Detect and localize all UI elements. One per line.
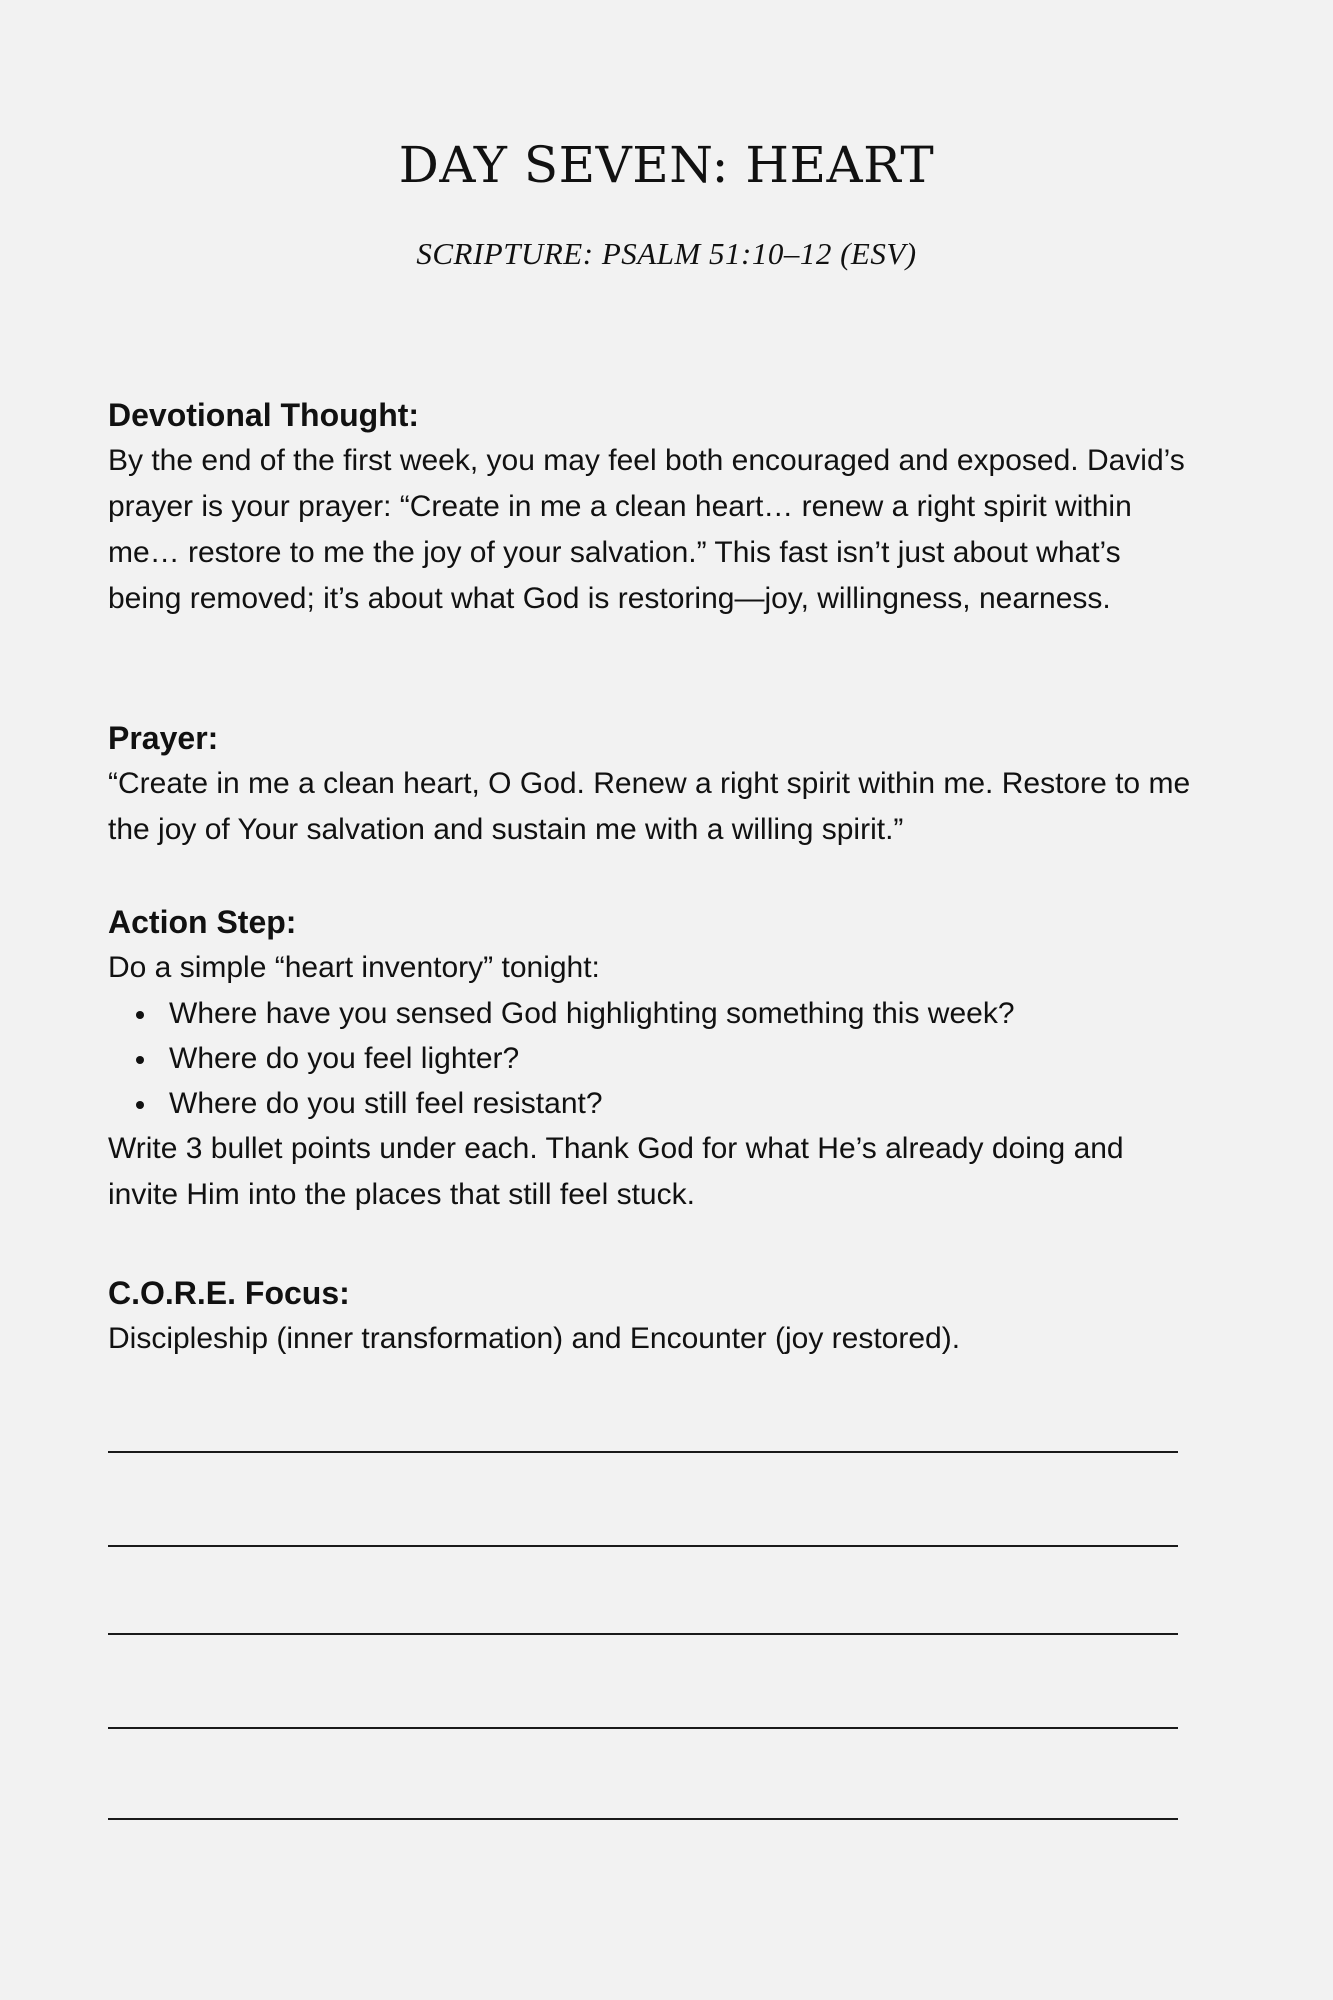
writing-line[interactable] <box>108 1818 1178 1820</box>
bullet-icon <box>136 1101 144 1109</box>
writing-line[interactable] <box>108 1545 1178 1547</box>
writing-line[interactable] <box>108 1451 1178 1453</box>
list-item <box>108 1081 1198 1126</box>
action-step-heading: Action Step: <box>108 904 297 940</box>
core-focus-body: Discipleship (inner transformation) and Encounter (joy restored). <box>108 1322 961 1355</box>
action-step-list <box>108 991 1198 1126</box>
action-step-section <box>108 899 1198 1218</box>
prayer-section <box>108 715 1198 853</box>
bullet-icon <box>136 1011 144 1019</box>
writing-line[interactable] <box>108 1727 1178 1729</box>
devotional-page <box>108 0 1228 2000</box>
action-step-intro: Do a simple “heart inventory” tonight: <box>108 951 600 984</box>
devotional-section <box>108 392 1198 622</box>
prayer-body: “Create in me a clean heart, O God. Renew a right spirit within me. Restore to me the joy of Your salvation and sustain me with a willing spirit.” <box>108 767 1191 846</box>
bullet-icon <box>136 1056 144 1064</box>
core-focus-section <box>108 1270 1198 1362</box>
core-focus-heading: C.O.R.E. Focus: <box>108 1275 350 1311</box>
action-step-outro: Write 3 bullet points under each. Thank God for what He’s already doing and invite Him into the places that still feel stuck. <box>108 1132 1124 1211</box>
scripture-reference: SCRIPTURE: PSALM 51:10–12 (ESV) <box>416 236 917 271</box>
devotional-body: By the end of the first week, you may feel both encouraged and exposed. David’s prayer is your prayer: “Create in me a clean heart… renew a right spirit within me… restore to me the joy of your salvation.” This fast isn’t just about what’s being removed; it’s about what God is restoring—joy, willingness, nearness. <box>108 444 1185 615</box>
list-item <box>108 1036 1198 1081</box>
list-item <box>108 991 1198 1036</box>
devotional-heading: Devotional Thought: <box>108 397 420 433</box>
list-item-text: Where do you still feel resistant? <box>169 1087 603 1120</box>
page-title: DAY SEVEN: HEART <box>398 136 935 194</box>
writing-line[interactable] <box>108 1633 1178 1635</box>
list-item-text: Where have you sensed God highlighting something this week? <box>169 997 1015 1030</box>
list-item-text: Where do you feel lighter? <box>169 1042 520 1075</box>
prayer-heading: Prayer: <box>108 720 219 756</box>
